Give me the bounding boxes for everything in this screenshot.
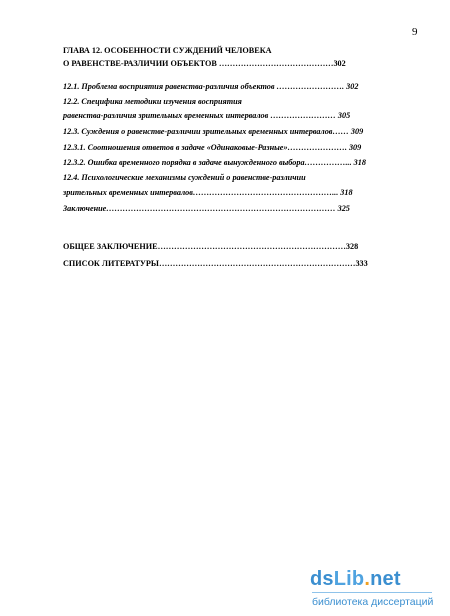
watermark-divider bbox=[312, 592, 432, 593]
toc-entry: 12.3.1. Соотношения ответов в задаче «Одинаковые-Разные»…………………. 309 bbox=[63, 143, 362, 152]
dslib-watermark bbox=[310, 568, 450, 616]
toc-entry: 12.3.2. Ошибка временного порядка в задаче вынужденного выбора……………... 318 bbox=[63, 158, 366, 167]
toc-entry: 12.3. Суждения о равенстве-различии зрительных временных интервалов…… 309 bbox=[63, 127, 364, 136]
toc-entry: зрительных временных интервалов……………………………………………... 318 bbox=[63, 188, 353, 197]
general-conclusion-entry: ОБЩЕЕ ЗАКЛЮЧЕНИЕ……………………………………………………………328 bbox=[63, 242, 359, 251]
page-number: 9 bbox=[412, 26, 418, 38]
toc-entry: Заключение………………………………………………………………………… 325 bbox=[63, 204, 350, 213]
watermark-subtitle: библиотека диссертаций bbox=[312, 596, 434, 608]
references-entry: СПИСОК ЛИТЕРАТУРЫ………………………………………………………………333 bbox=[63, 259, 368, 268]
toc-entry: 12.2. Специфика методики изучения восприятия bbox=[63, 97, 242, 106]
dslib-logo: dsLib.net bbox=[310, 568, 401, 590]
toc-entry: 12.4. Психологические механизмы суждений о равенстве-различии bbox=[63, 173, 306, 182]
chapter-heading-line-2: О РАВЕНСТВЕ-РАЗЛИЧИИ ОБЪЕКТОВ ……………………………………302 bbox=[63, 59, 346, 68]
toc-entry: равенства-различия зрительных временных интервалов …………………… 305 bbox=[63, 111, 351, 120]
toc-entry: 12.1. Проблема восприятия равенства-различия объектов ……………………. 302 bbox=[63, 82, 359, 91]
chapter-heading-line-1: ГЛАВА 12. ОСОБЕННОСТИ СУЖДЕНИЙ ЧЕЛОВЕКА bbox=[63, 46, 272, 55]
